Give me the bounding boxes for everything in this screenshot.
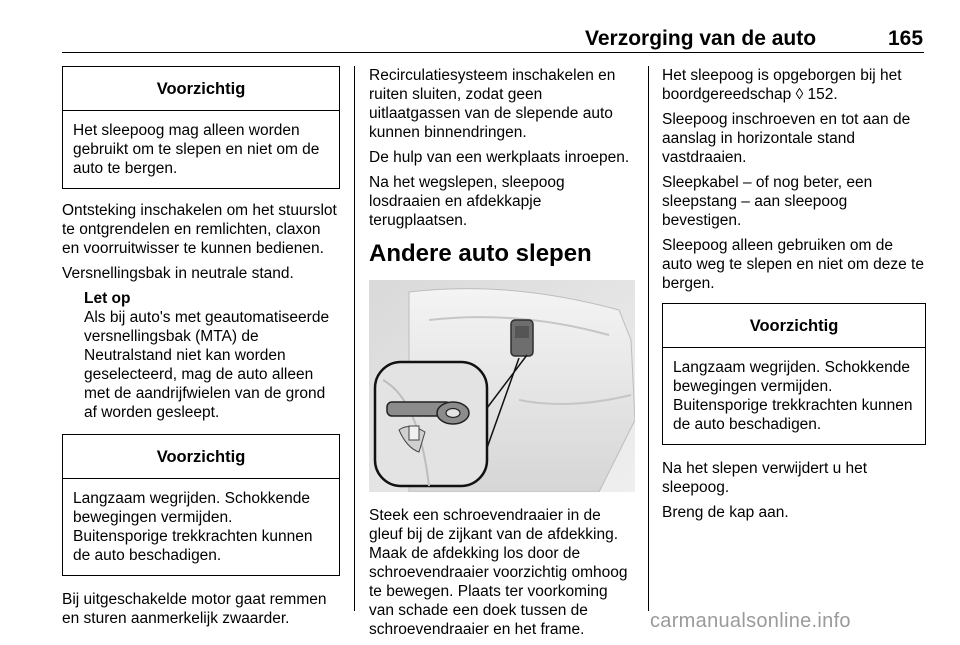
column-1	[62, 66, 340, 634]
warning-title: Voorzichtig	[663, 304, 925, 348]
note-block	[84, 289, 340, 422]
towing-eye-svg	[369, 280, 635, 492]
warning-box-1	[62, 66, 340, 189]
towing-eye-illustration	[369, 280, 635, 492]
paragraph: Recirculatiesysteem inschakelen en ruiten sluiten, zodat geen uitlaatgassen van de slepende auto kunnen binnendringen.	[369, 67, 616, 141]
column-divider-1	[354, 66, 355, 611]
warning-title: Voorzichtig	[63, 67, 339, 111]
column-2	[369, 66, 635, 645]
paragraph: Na het slepen verwijdert u het sleepoog.	[662, 460, 868, 496]
paragraph: Sleepoog alleen gebruiken om de auto weg te slepen en niet om deze te bergen.	[662, 237, 924, 292]
paragraph: Sleepkabel – of nog beter, een sleepstang – aan sleepoog bevestigen.	[662, 174, 873, 229]
paragraph: Breng de kap aan.	[662, 504, 789, 521]
note-text: Als bij auto's met geautomatiseerde versnellingsbak (MTA) de Neutralstand niet kan worden geselecteerd, mag de auto alleen met de aandrijfwielen van de grond af worden gesleept.	[84, 309, 330, 421]
paragraph: Ontsteking inschakelen om het stuurslot te ontgrendelen en remlichten, claxon en voorruitwisser te kunnen bedienen.	[62, 202, 337, 257]
watermark: carmanualsonline.info	[650, 610, 851, 632]
warning-box-3	[662, 303, 926, 445]
paragraph: Sleepoog inschroeven en tot aan de aanslag in horizontale stand vastdraaien.	[662, 111, 911, 166]
paragraph: Na het wegslepen, sleepoog losdraaien en afdekkapje terugplaatsen.	[369, 174, 565, 229]
warning-text: Langzaam wegrijden. Schokkende bewegingen vermijden. Buitensporige trekkrachten kunnen de auto beschadigen.	[673, 359, 913, 433]
paragraph: De hulp van een werkplaats inroepen.	[369, 149, 630, 166]
paragraph: Bij uitgeschakelde motor gaat remmen en sturen aanmerkelijk zwaarder.	[62, 591, 327, 627]
column-3	[662, 66, 926, 528]
note-title: Let op	[84, 290, 131, 307]
warning-text: Langzaam wegrijden. Schokkende bewegingen vermijden. Buitensporige trekkrachten kunnen de auto beschadigen.	[73, 490, 313, 564]
column-divider-2	[648, 66, 649, 611]
paragraph: Het sleepoog is opgeborgen bij het boordgereedschap ◊ 152.	[662, 67, 902, 103]
paragraph: Versnellingsbak in neutrale stand.	[62, 265, 294, 282]
page-header-title: Verzorging van de auto	[585, 27, 817, 50]
warning-text: Het sleepoog mag alleen worden gebruikt om te slepen en niet om de auto te bergen.	[73, 122, 320, 177]
warning-title: Voorzichtig	[63, 435, 339, 479]
section-heading: Andere auto slepen	[369, 240, 592, 267]
header-rule	[62, 52, 924, 53]
warning-box-2	[62, 434, 340, 576]
page-number: 165	[888, 27, 924, 50]
paragraph: Steek een schroevendraaier in de gleuf bij de zijkant van de afdekking. Maak de afdekking los door de schroevendraaier voorzichtig omhoog te bewegen. Plaats ter voorkoming van schade een doek tussen de schroevendraaier en het frame.	[369, 507, 628, 638]
